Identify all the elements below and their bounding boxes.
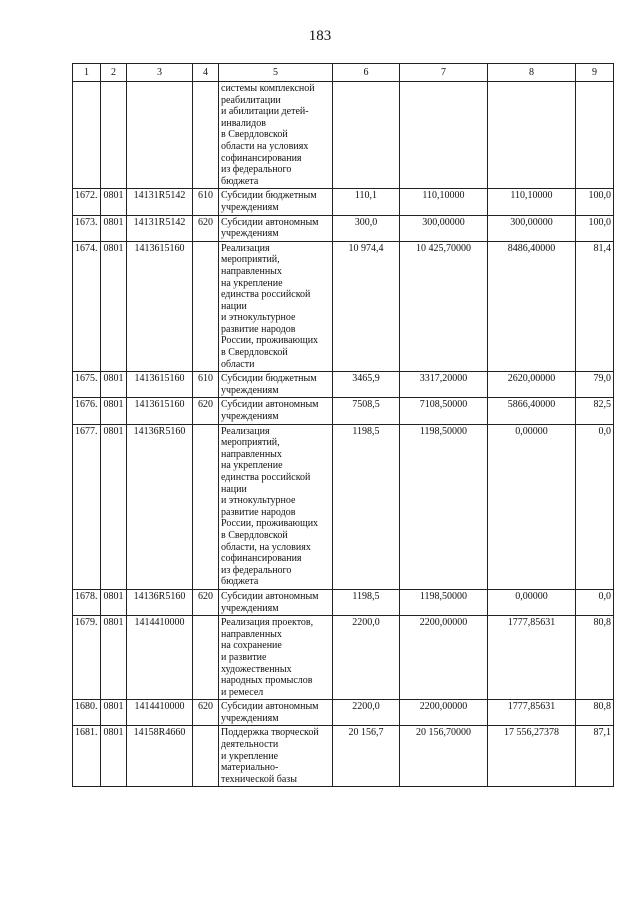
section-code: 0801 xyxy=(101,398,127,424)
expense-type: 620 xyxy=(193,700,219,726)
row-number: 1675. xyxy=(73,372,101,398)
target-code: 1413615160 xyxy=(127,398,193,424)
header-cell: 9 xyxy=(576,64,614,82)
expense-type xyxy=(193,82,219,189)
item-name: системы комплексной реабилитации и абилитации детей- инвалидов в Свердловской области на условиях софинансирования из федерального бюджета xyxy=(219,82,333,189)
value-col6 xyxy=(333,82,400,189)
header-cell: 4 xyxy=(193,64,219,82)
row-number: 1681. xyxy=(73,726,101,787)
value-col7: 1198,50000 xyxy=(400,424,488,589)
row-number: 1676. xyxy=(73,398,101,424)
value-col6: 10 974,4 xyxy=(333,241,400,372)
value-col7: 2200,00000 xyxy=(400,700,488,726)
row-number: 1680. xyxy=(73,700,101,726)
table-row xyxy=(73,589,614,615)
table-row xyxy=(73,616,614,700)
value-col6: 1198,5 xyxy=(333,589,400,615)
percent-value: 0,0 xyxy=(576,424,614,589)
value-col7: 20 156,70000 xyxy=(400,726,488,787)
row-number: 1674. xyxy=(73,241,101,372)
table-row xyxy=(73,372,614,398)
value-col7: 2200,00000 xyxy=(400,616,488,700)
row-number: 1677. xyxy=(73,424,101,589)
percent-value: 100,0 xyxy=(576,215,614,241)
expense-type xyxy=(193,726,219,787)
percent-value: 87,1 xyxy=(576,726,614,787)
value-col8: 300,00000 xyxy=(488,215,576,241)
expense-type: 610 xyxy=(193,372,219,398)
table-row xyxy=(73,189,614,215)
percent-value: 79,0 xyxy=(576,372,614,398)
expense-type: 620 xyxy=(193,398,219,424)
table-row xyxy=(73,215,614,241)
value-col7: 1198,50000 xyxy=(400,589,488,615)
header-cell: 8 xyxy=(488,64,576,82)
table-row xyxy=(73,82,614,189)
value-col6: 20 156,7 xyxy=(333,726,400,787)
section-code: 0801 xyxy=(101,189,127,215)
section-code xyxy=(101,82,127,189)
value-col6: 3465,9 xyxy=(333,372,400,398)
value-col8: 17 556,27378 xyxy=(488,726,576,787)
section-code: 0801 xyxy=(101,424,127,589)
percent-value: 81,4 xyxy=(576,241,614,372)
section-code: 0801 xyxy=(101,241,127,372)
value-col6: 110,1 xyxy=(333,189,400,215)
row-number: 1672. xyxy=(73,189,101,215)
section-code: 0801 xyxy=(101,700,127,726)
value-col7: 10 425,70000 xyxy=(400,241,488,372)
value-col8 xyxy=(488,82,576,189)
row-number xyxy=(73,82,101,189)
target-code: 1413615160 xyxy=(127,372,193,398)
header-cell: 3 xyxy=(127,64,193,82)
expense-type xyxy=(193,616,219,700)
target-code xyxy=(127,82,193,189)
header-cell: 5 xyxy=(219,64,333,82)
expense-type xyxy=(193,424,219,589)
section-code: 0801 xyxy=(101,616,127,700)
section-code: 0801 xyxy=(101,726,127,787)
item-name: Субсидии автономным учреждениям xyxy=(219,589,333,615)
table-row xyxy=(73,241,614,372)
expense-type xyxy=(193,241,219,372)
row-number: 1679. xyxy=(73,616,101,700)
section-code: 0801 xyxy=(101,215,127,241)
target-code: 1414410000 xyxy=(127,616,193,700)
target-code: 14131R5142 xyxy=(127,215,193,241)
item-name: Реализация мероприятий, направленных на укрепление единства российской нации и этнокультурное развитие народов России, проживающих в Свердловской области xyxy=(219,241,333,372)
value-col7 xyxy=(400,82,488,189)
value-col6: 300,0 xyxy=(333,215,400,241)
row-number: 1673. xyxy=(73,215,101,241)
percent-value: 82,5 xyxy=(576,398,614,424)
item-name: Поддержка творческой деятельности и укрепление материально- технической базы xyxy=(219,726,333,787)
value-col8: 1777,85631 xyxy=(488,616,576,700)
table-row xyxy=(73,398,614,424)
percent-value: 80,8 xyxy=(576,700,614,726)
header-cell: 2 xyxy=(101,64,127,82)
value-col8: 8486,40000 xyxy=(488,241,576,372)
target-code: 1414410000 xyxy=(127,700,193,726)
expense-type: 610 xyxy=(193,189,219,215)
target-code: 1413615160 xyxy=(127,241,193,372)
value-col8: 2620,00000 xyxy=(488,372,576,398)
table-row xyxy=(73,424,614,589)
value-col7: 7108,50000 xyxy=(400,398,488,424)
value-col7: 110,10000 xyxy=(400,189,488,215)
item-name: Субсидии бюджетным учреждениям xyxy=(219,189,333,215)
item-name: Субсидии автономным учреждениям xyxy=(219,700,333,726)
item-name: Субсидии бюджетным учреждениям xyxy=(219,372,333,398)
table-row xyxy=(73,700,614,726)
section-code: 0801 xyxy=(101,589,127,615)
value-col6: 2200,0 xyxy=(333,700,400,726)
value-col8: 0,00000 xyxy=(488,424,576,589)
target-code: 14131R5142 xyxy=(127,189,193,215)
percent-value: 100,0 xyxy=(576,189,614,215)
expense-type: 620 xyxy=(193,215,219,241)
value-col7: 3317,20000 xyxy=(400,372,488,398)
page-number: 183 xyxy=(308,28,332,44)
percent-value: 80,8 xyxy=(576,616,614,700)
section-code: 0801 xyxy=(101,372,127,398)
value-col6: 1198,5 xyxy=(333,424,400,589)
table-row xyxy=(73,726,614,787)
item-name: Реализация проектов, направленных на сохранение и развитие художественных народных промыслов и ремесел xyxy=(219,616,333,700)
value-col8: 110,10000 xyxy=(488,189,576,215)
budget-table xyxy=(72,63,614,787)
header-cell: 7 xyxy=(400,64,488,82)
item-name: Реализация мероприятий, направленных на укрепление единства российской нации и этнокультурное развитие народов России, проживающих в Свердловской области, на условиях софинансирования из федерального бюджета xyxy=(219,424,333,589)
header-cell: 1 xyxy=(73,64,101,82)
value-col6: 2200,0 xyxy=(333,616,400,700)
percent-value: 0,0 xyxy=(576,589,614,615)
expense-type: 620 xyxy=(193,589,219,615)
item-name: Субсидии автономным учреждениям xyxy=(219,215,333,241)
percent-value xyxy=(576,82,614,189)
table-header-row xyxy=(73,64,614,82)
header-cell: 6 xyxy=(333,64,400,82)
target-code: 14158R4660 xyxy=(127,726,193,787)
target-code: 14136R5160 xyxy=(127,424,193,589)
value-col8: 0,00000 xyxy=(488,589,576,615)
value-col8: 1777,85631 xyxy=(488,700,576,726)
value-col7: 300,00000 xyxy=(400,215,488,241)
target-code: 14136R5160 xyxy=(127,589,193,615)
item-name: Субсидии автономным учреждениям xyxy=(219,398,333,424)
value-col6: 7508,5 xyxy=(333,398,400,424)
value-col8: 5866,40000 xyxy=(488,398,576,424)
row-number: 1678. xyxy=(73,589,101,615)
